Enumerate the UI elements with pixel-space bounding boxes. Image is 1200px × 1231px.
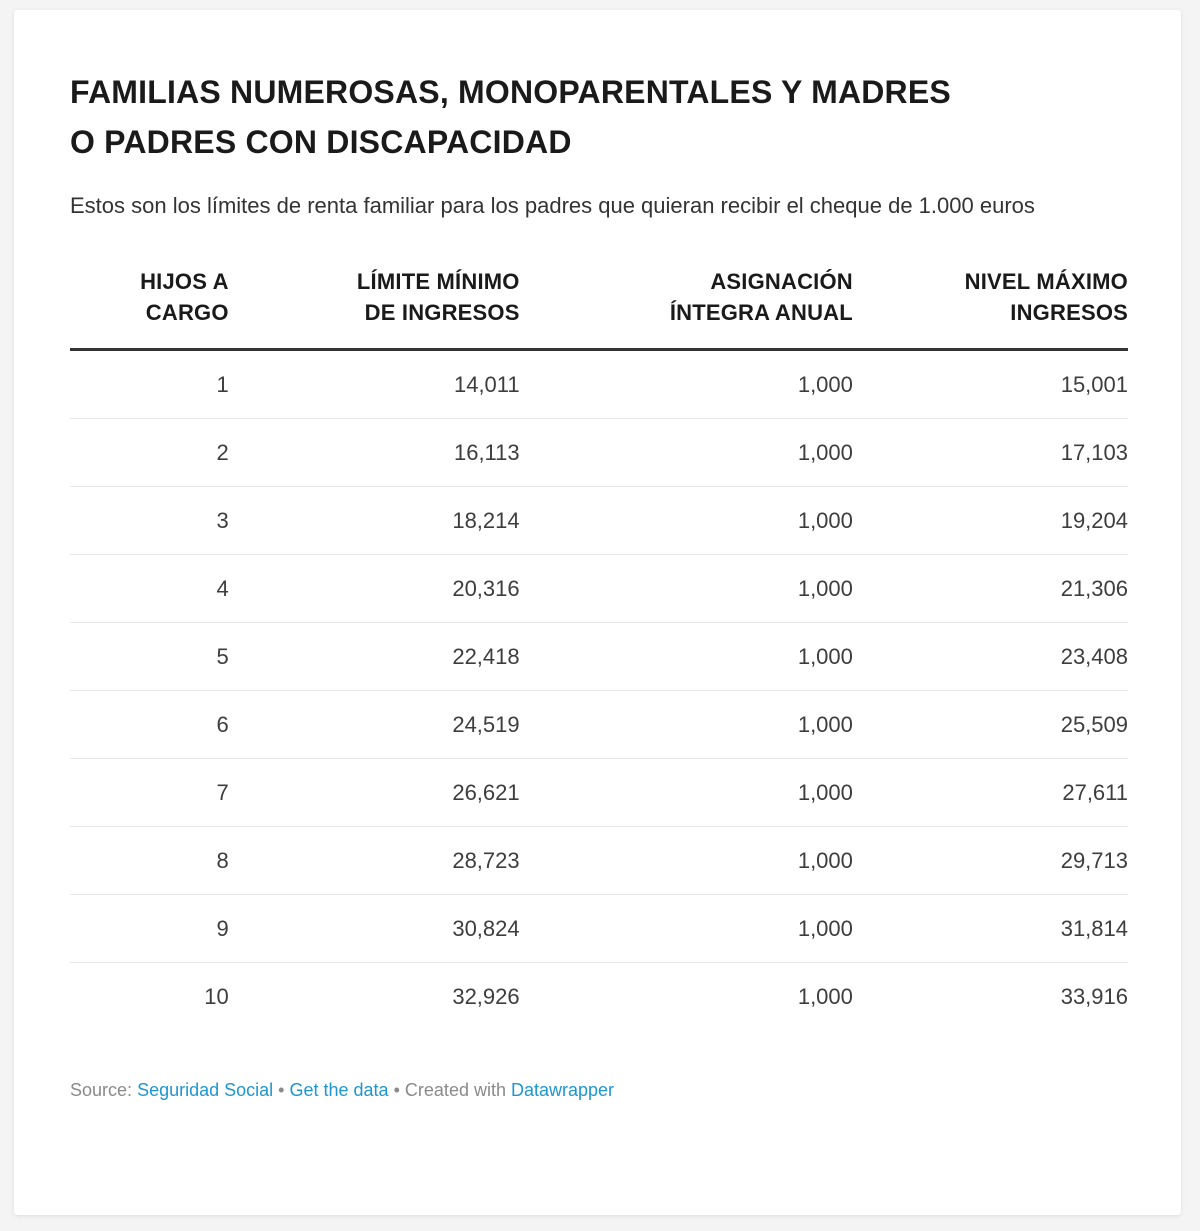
column-header-line: DE INGRESOS [364,300,520,326]
column-header-line: INGRESOS [1010,300,1128,326]
column-header-line: LÍMITE MÍNIMO [356,269,520,295]
column-header-limite-minimo [229,266,520,350]
chart-card [14,10,1181,1215]
column-header-asignacion [520,266,853,350]
column-header-nivel-maximo [853,266,1128,350]
table-header [70,266,1128,350]
table-row [70,963,1128,1031]
column-header-line: ÍNTEGRA ANUAL [669,300,853,326]
source-label: Source: [70,1080,133,1101]
cell-hijos-a-cargo: 6 [70,691,229,759]
cell-limite-minimo: 14,011 [453,372,520,398]
cell-hijos-a-cargo: 5 [70,623,229,691]
cell-limite-minimo: 32,926 [229,963,520,1031]
attribution-footer [70,1078,1141,1102]
column-header-hijos-a-cargo [70,266,229,350]
table-row [70,827,1128,895]
cell-nivel-maximo: 27,611 [853,759,1128,827]
cell-hijos-a-cargo: 10 [70,963,229,1031]
cell-asignacion: 1,000 [520,419,853,487]
page-title: FAMILIAS NUMEROSAS, MONOPARENTALES Y MADRES O PADRES CON DISCAPACIDAD [70,74,951,160]
cell-limite-minimo: 30,824 [229,895,520,963]
separator-dot: • [393,1080,400,1101]
cell-limite-minimo: 26,621 [229,759,520,827]
cell-limite-minimo: 24,519 [229,691,520,759]
get-the-data-link[interactable]: Get the data [289,1080,389,1101]
cell-nivel-maximo: 21,306 [853,555,1128,623]
cell-nivel-maximo: 31,814 [853,895,1128,963]
cell-nivel-maximo: 33,916 [853,963,1128,1031]
cell-asignacion: 1,000 [520,691,853,759]
cell-asignacion: 1,000 [520,623,853,691]
cell-asignacion: 1,000 [520,759,853,827]
cell-asignacion: 1,000 [520,827,853,895]
column-header-line: CARGO [145,300,229,326]
source-link[interactable]: Seguridad Social [137,1080,274,1101]
cell-limite-minimo: 22,418 [229,623,520,691]
cell-nivel-maximo: 15,001 [1060,372,1128,398]
cell-hijos-a-cargo: 1 [216,372,229,398]
table-row [70,555,1128,623]
table-row [70,350,1128,419]
datawrapper-link[interactable]: Datawrapper [511,1080,615,1101]
cell-asignacion: 1,000 [520,555,853,623]
cell-asignacion: 1,000 [520,963,853,1031]
cell-asignacion: 1,000 [797,372,853,398]
separator-dot: • [278,1080,285,1101]
created-with-label: Created with [404,1080,506,1101]
data-table [70,266,1128,1030]
cell-nivel-maximo: 17,103 [853,419,1128,487]
table-row [70,487,1128,555]
table-row [70,691,1128,759]
column-header-line: NIVEL MÁXIMO [964,269,1128,295]
cell-nivel-maximo: 25,509 [853,691,1128,759]
cell-hijos-a-cargo: 8 [70,827,229,895]
table-row [70,419,1128,487]
table-row [70,623,1128,691]
column-header-line: ASIGNACIÓN [710,269,853,295]
table-body [70,350,1128,1031]
cell-hijos-a-cargo: 4 [70,555,229,623]
cell-asignacion: 1,000 [520,895,853,963]
cell-hijos-a-cargo: 3 [70,487,229,555]
table-row [70,895,1128,963]
table-row [70,759,1128,827]
cell-nivel-maximo: 23,408 [853,623,1128,691]
cell-nivel-maximo: 29,713 [853,827,1128,895]
cell-nivel-maximo: 19,204 [853,487,1128,555]
cell-hijos-a-cargo: 9 [70,895,229,963]
cell-asignacion: 1,000 [520,487,853,555]
cell-limite-minimo: 20,316 [229,555,520,623]
cell-hijos-a-cargo: 7 [70,759,229,827]
page-subtitle: Estos son los límites de renta familiar para los padres que quieran recibir el cheque de 1.000 euros [70,193,1035,219]
cell-hijos-a-cargo: 2 [70,419,229,487]
column-header-line: HIJOS A [140,269,229,295]
cell-limite-minimo: 28,723 [229,827,520,895]
cell-limite-minimo: 16,113 [229,419,520,487]
cell-limite-minimo: 18,214 [229,487,520,555]
